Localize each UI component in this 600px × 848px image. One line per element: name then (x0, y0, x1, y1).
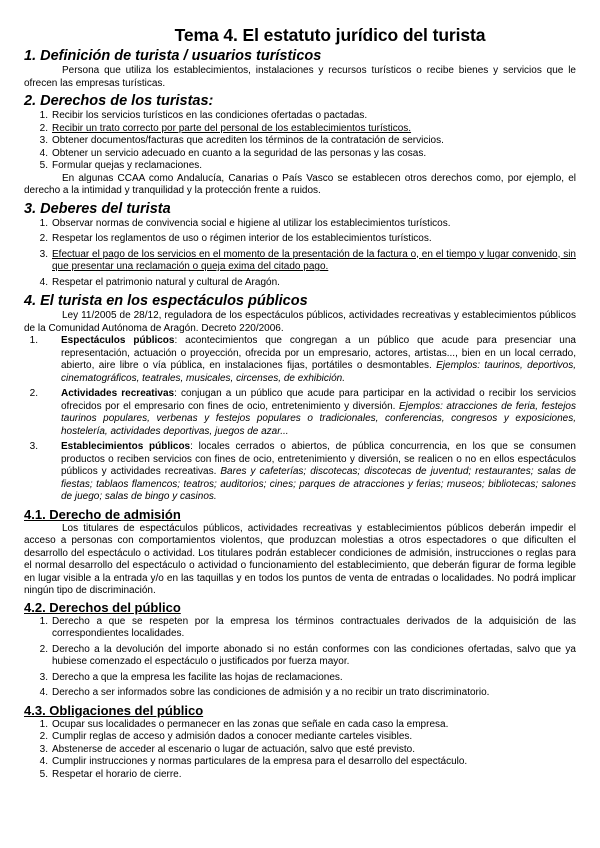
list-item: 1. Observar normas de convivencia social e higiene al utilizar los establecimientos turísticos. (39, 217, 451, 229)
list-item: 1. Derecho a que se respeten por la empresa los términos contractuales derivados de la adquisición de las correspondientes localidades. (39, 615, 576, 639)
section-2-note: En algunas CCAA como Andalucía, Canarias o País Vasco se establecen otros derechos como, por ejemplo, el derecho a la intimidad y tranquilidad y la protección frente a ruidos. (24, 172, 576, 196)
list-item: 2. Recibir un trato correcto por parte del personal de los establecimientos turísticos. (39, 122, 412, 134)
list-item: 3. Establecimientos públicos: locales cerrados o abiertos, de pública concurrencia, en los que se consumen productos o reciben servicios con fines de ocio, entretenimiento y diversión, se realicen o no en ellos espectáculos públicos y actividades recreativas. Bares y cafeterías; discotecas; discotecas de juventud; restaurantes; salas de fiestas; tablaos flamencos; teatros; auditorios; cines; parques de atracciones y ferias; museos; bibliotecas; salones de juego; salas de bingo y casinos. (29, 441, 576, 502)
list-item: 4. Derecho a ser informados sobre las condiciones de admisión y a no recibir un trato discriminatorio. (39, 687, 490, 698)
section-4-3-list (24, 719, 576, 782)
section-4-intro: Ley 11/2005 de 28/12, reguladora de los espectáculos públicos, actividades recreativas y establecimientos públicos de la Comunidad Autónoma de Aragón. Decreto 220/2006. (24, 310, 576, 334)
section-3-list (24, 218, 576, 290)
section-4-2-list (24, 616, 576, 700)
section-4-2-heading: 4.2. Derechos del público (24, 599, 181, 615)
list-item: 2. Actividades recreativas: conjugan a un público que acude para participar en la actividad o recibir los servicios ofrecidos por el empresario con fines de ocio, entretenimiento y diversión. Ejemplos: atracciones de feria, festejos taurinos populares, verbenas y festejos populares o tradicionales, conferencias, congresos y exposiciones, hostelería, actividades deportivas, juegos de azar... (29, 388, 576, 437)
list-item: 4. Cumplir instrucciones y normas particulares de la empresa para el desarrollo del espectáculo. (39, 756, 468, 767)
list-item: 1. Espectáculos públicos: acontecimientos que congregan a un público que acude para presenciar una representación, actuación o proyección, ofrecida por un empresario, actores, artistas..., bien en un local cerrado, abierto, aire libre o vía pública, en instalaciones fijas, portátiles o desmontables. Ejemplos: taurinos, deportivos, cinematográficos, teatrales, musicales, circenses, de exhibición. (29, 335, 577, 384)
list-item: 3. Efectuar el pago de los servicios en el momento de la presentación de la factura o, en el tiempo y lugar convenido, sin que presentar una reclamación o queja exima del citado pago. (39, 248, 576, 272)
list-item: 2. Cumplir reglas de acceso y admisión dados a conocer mediante carteles visibles. (39, 731, 413, 742)
section-4-3-heading: 4.3. Obligaciones del público (24, 702, 204, 718)
document-page (24, 24, 576, 781)
section-1-heading: 1. Definición de turista / usuarios turísticos (24, 48, 322, 64)
list-item: 4. Obtener un servicio adecuado en cuanto a la seguridad de las personas y las cosas. (39, 147, 427, 159)
list-item: 3. Derecho a que la empresa les facilite las hojas de reclamaciones. (39, 671, 343, 683)
list-item: 5. Respetar el horario de cierre. (39, 768, 182, 780)
list-item: 4. Respetar el patrimonio natural y cultural de Aragón. (39, 276, 280, 288)
list-item: 1. Ocupar sus localidades o permanecer en las zonas que señale en cada caso la empresa. (39, 718, 449, 730)
section-3-heading: 3. Deberes del turista (24, 200, 171, 217)
section-2-list (24, 110, 576, 173)
list-item: 2. Respetar los reglamentos de uso o régimen interior de los establecimientos turísticos. (39, 233, 432, 244)
list-item: 2. Derecho a la devolución del importe abonado si no están conformes con las condiciones ofertadas, salvo que ya hubiese comenzado el espectáculo o justificados por fuerza mayor. (39, 643, 576, 667)
section-4-heading: 4. El turista en los espectáculos públicos (24, 293, 308, 309)
list-item: 3. Abstenerse de acceder al escenario o lugar de actuación, salvo que esté previsto. (39, 743, 415, 755)
list-item: 5. Formular quejas y reclamaciones. (39, 160, 203, 171)
section-1-text: Persona que utiliza los establecimientos, instalaciones y recursos turísticos o recibe bienes y servicios que le ofrecen las empresas turísticas. (24, 65, 576, 89)
list-item: 3. Obtener documentos/facturas que acrediten los términos de la contratación de servicios. (39, 135, 444, 146)
section-4-1-text: Los titulares de espectáculos públicos, actividades recreativas y establecimientos públicos deberán impedir el acceso a personas con comportamientos violentos, que produzcan molestias a otros espectadores o que dificulten el desarrollo del espectáculo o actividad. Los titulares podrán establecer condiciones de admisión, instrucciones o reglas para el normal desarrollo del espectáculo o actividad o funcionamiento del establecimiento, que deberán figurar de forma legible en lugar visible a la entrada y/o en las taquillas y en todos los puntos de venta de entradas o localidades. No podrá implicar ningún tipo de discriminación. (24, 522, 576, 596)
section-4-list (24, 335, 576, 504)
section-4-1-heading: 4.1. Derecho de admisión (24, 506, 181, 522)
document-title: Tema 4. El estatuto jurídico del turista (174, 25, 486, 45)
list-item: 1. Recibir los servicios turísticos en las condiciones ofertadas o pactadas. (39, 110, 368, 121)
section-2-heading: 2. Derechos de los turistas: (24, 93, 214, 109)
